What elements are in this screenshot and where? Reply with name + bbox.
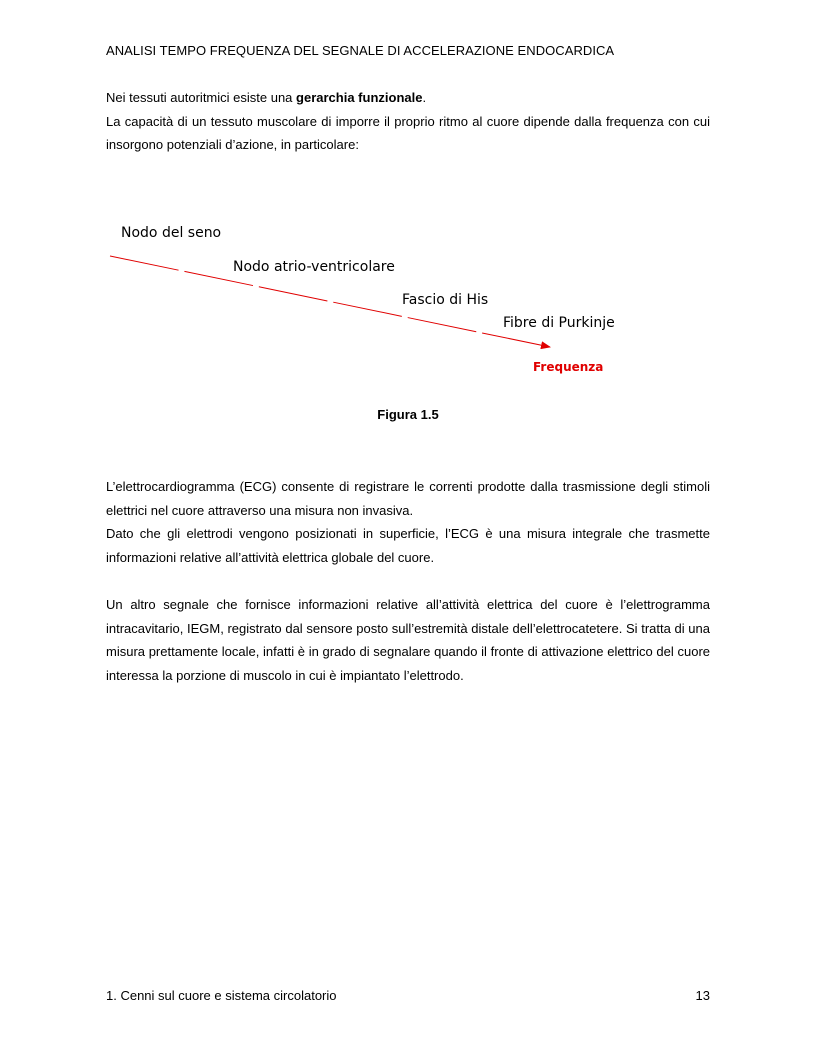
intro-paragraph: La capacità di un tessuto muscolare di imporre il proprio ritmo al cuore dipende dalla frequenza con cui insorgono potenziali d’azione, in particolare: (106, 113, 710, 152)
intro-line (106, 86, 710, 110)
hierarchy-figure (0, 210, 816, 390)
label-nodo-atrio-ventricolare: Nodo atrio-ventricolare (233, 259, 395, 275)
footer-page-number: 13 (695, 988, 710, 1003)
footer-chapter: 1. Cenni sul cuore e sistema circolatorio (106, 988, 337, 1003)
hierarchy-diagram (0, 210, 816, 390)
label-frequenza: Frequenza (533, 360, 604, 374)
label-nodo-seno: Nodo del seno (121, 225, 222, 241)
figure-caption: Figura 1.5 (377, 407, 439, 422)
label-fibre-purkinje: Fibre di Purkinje (503, 315, 615, 331)
body-paragraph-1: L’elettrocardiogramma (ECG) consente di registrare le correnti prodotte dalla trasmissione degli stimoli elettrici nel cuore attraverso una misura non invasiva. (106, 479, 710, 518)
body-paragraph-2: Dato che gli elettrodi vengono posizionati in superficie, l’ECG è una misura integrale che trasmette informazioni relative all’attività elettrica globale del cuore. (106, 526, 710, 565)
page-header: ANALISI TEMPO FREQUENZA DEL SEGNALE DI ACCELERAZIONE ENDOCARDICA (106, 43, 615, 58)
intro-suffix: . (422, 90, 427, 105)
intro-prefix: Nei tessuti autoritmici esiste una (106, 90, 297, 105)
intro-bold-term: gerarchia funzionale (296, 90, 423, 105)
label-fascio-his: Fascio di His (402, 292, 489, 308)
body-paragraph-3: Un altro segnale che fornisce informazioni relative all’attività elettrica del cuore è l’elettrogramma intracavitario, IEGM, registrato dal sensore posto sull’estremità distale dell’elettrocatetere. Si tratta di una misura prettamente locale, infatti è in grado di segnalare quando il fronte di attivazione elettrico del cuore interessa la porzione di muscolo in cui è impiantato l’elettrodo. (106, 597, 710, 683)
